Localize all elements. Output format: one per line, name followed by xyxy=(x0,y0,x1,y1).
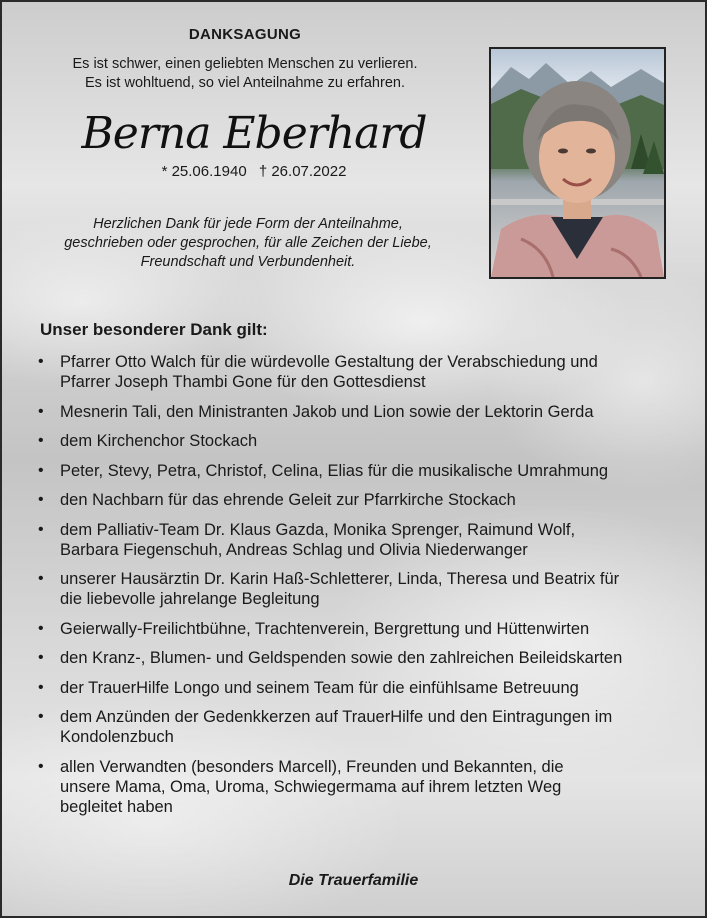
death-date: † 26.07.2022 xyxy=(258,163,347,180)
list-item: • allen Verwandten (besonders Marcell), Freunden und Bekannten, die unsere Mama, Oma, Uroma, Schwiegermama auf ihrem letzten Weg begleitet haben xyxy=(38,757,698,817)
list-item: • Geierwally-Freilichtbühne, Trachtenverein, Bergrettung und Hüttenwirten xyxy=(38,619,698,639)
thanks-line: Herzlichen Dank für jede Form der Anteilnahme, xyxy=(93,216,403,232)
thanks-line: geschrieben oder gesprochen, für alle Zeichen der Liebe, xyxy=(64,235,432,251)
thanks-list xyxy=(38,352,698,826)
thanks-line: Freundschaft und Verbundenheit. xyxy=(140,254,356,270)
list-item: • Peter, Stevy, Petra, Christof, Celina, Elias für die musikalische Umrahmung xyxy=(38,461,698,481)
life-dates xyxy=(38,163,470,180)
heading: DANKSAGUNG xyxy=(188,26,302,43)
deceased-name: Berna Eberhard xyxy=(81,108,427,159)
list-item: • Mesnerin Tali, den Ministranten Jakob und Lion sowie der Lektorin Gerda xyxy=(38,402,698,422)
list-item: • den Kranz-, Blumen- und Geldspenden sowie den zahlreichen Beileidskarten xyxy=(38,648,698,668)
header xyxy=(20,26,470,180)
list-item: • dem Palliativ-Team Dr. Klaus Gazda, Monika Sprenger, Raimund Wolf, Barbara Fiegenschuh, Andreas Schlag und Olivia Niederwanger xyxy=(38,520,698,560)
birth-date: * 25.06.1940 xyxy=(161,163,247,180)
list-item: • unserer Hausärztin Dr. Karin Haß-Schletterer, Linda, Theresa und Beatrix für die liebevolle jahrelange Begleitung xyxy=(38,569,698,609)
list-title: Unser besonderer Dank gilt: xyxy=(40,320,268,339)
list-item: • Pfarrer Otto Walch für die würdevolle Gestaltung der Verabschiedung und Pfarrer Joseph Thambi Gone für den Gottesdienst xyxy=(38,352,698,392)
quote-line: Es ist schwer, einen geliebten Menschen zu verlieren. xyxy=(72,56,418,72)
list-item: • dem Kirchenchor Stockach xyxy=(38,431,698,451)
thanks-text xyxy=(24,215,472,272)
list-item: • der TrauerHilfe Longo und seinem Team für die einfühlsame Betreuung xyxy=(38,678,698,698)
list-item: • dem Anzünden der Gedenkkerzen auf TrauerHilfe und den Eintragungen im Kondolenzbuch xyxy=(38,707,698,747)
portrait-photo xyxy=(489,47,666,279)
signature-family: Die Trauerfamilie xyxy=(288,872,419,889)
list-item: • den Nachbarn für das ehrende Geleit zur Pfarrkirche Stockach xyxy=(38,490,698,510)
portrait-illustration xyxy=(491,49,664,277)
quote-line: Es ist wohltuend, so viel Anteilnahme zu erfahren. xyxy=(85,75,405,91)
